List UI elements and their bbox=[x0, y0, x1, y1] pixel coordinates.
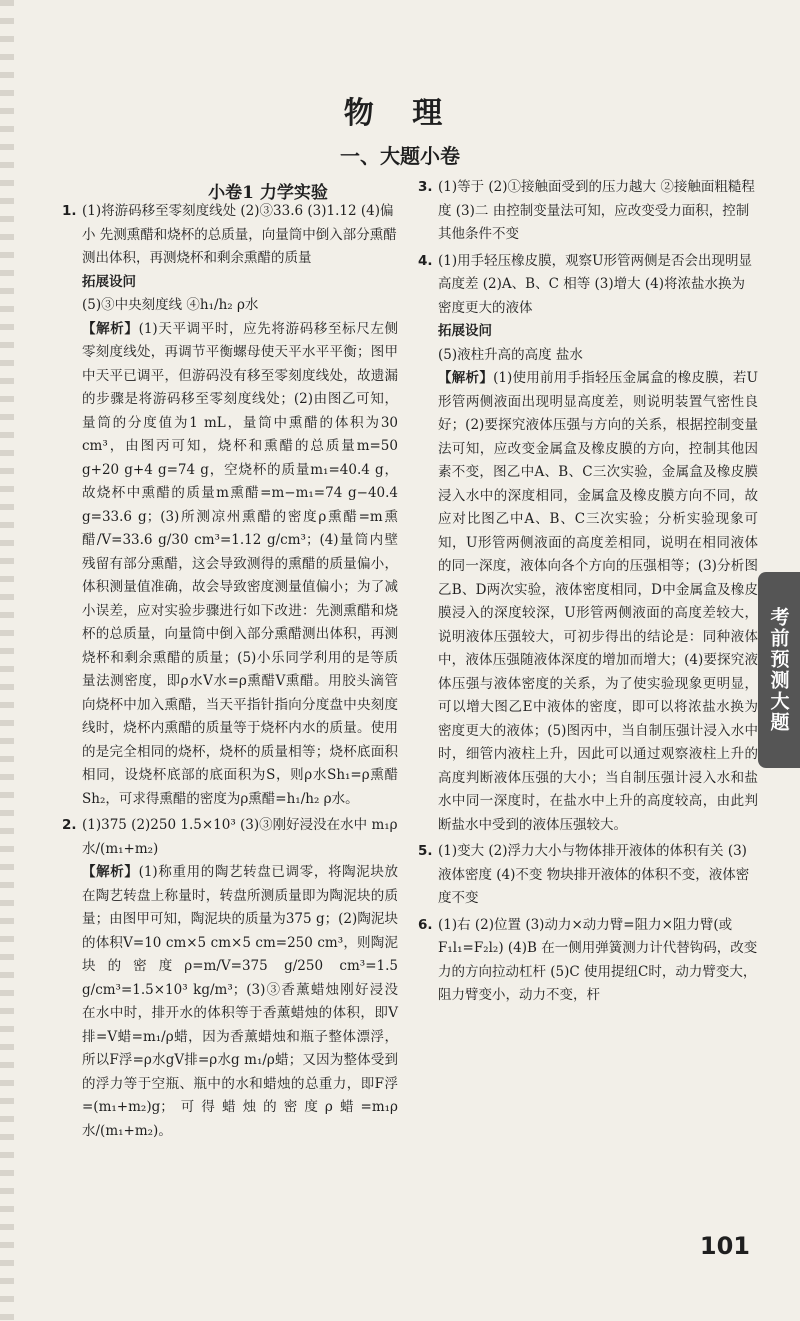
side-tab bbox=[758, 572, 800, 768]
subsection-title: 小卷1 力学实验 bbox=[208, 183, 328, 203]
extension-label: 拓展设问 bbox=[438, 323, 492, 339]
section-title: 一、大题小卷 bbox=[340, 144, 460, 168]
answer-text: (1)等于 (2)①接触面受到的压力越大 ②接触面粗糙程度 (3)二 由控制变量法可知，应改变受力面积，控制其他条件不变 bbox=[438, 179, 755, 242]
side-tab-label: 考前预测大题 bbox=[767, 607, 790, 733]
answer-text: (1)将游码移至零刻度线处 (2)③33.6 (3)1.12 (4)偏小 先测熏醋和烧杯的总质量，向量筒中倒入部分熏醋测出体积，再测烧杯和剩余熏醋的质量 bbox=[82, 203, 397, 266]
question-1 bbox=[62, 200, 398, 811]
analysis-label: 【解析】 bbox=[82, 864, 139, 880]
analysis-text: (1)称重用的陶艺转盘已调零，将陶泥块放在陶艺转盘上称量时，转盘所测质量即为陶泥块的质量；由图甲可知，陶泥块的质量为375 g；(2)陶泥块的体积V=10 cm×5 cm×5 cm=250 cm³，则陶泥块的密度ρ=m/V=375 g/250 cm³=1.5 g/cm³=1.5×10³ kg/m³；(3)③香薰蜡烛刚好浸没在水中时，排开水的体积等于香薰蜡烛的体积，即V排=V蜡=m₁/ρ蜡，因为香薰蜡烛和瓶子整体漂浮，所以F浮=ρ水gV排=ρ水g m₁/ρ蜡；又因为整体受到的浮力等于空瓶、瓶中的水和蜡烛的总重力，即F浮=(m₁+m₂)g；可得蜡烛的密度ρ蜡=m₁ρ水/(m₁+m₂)。 bbox=[82, 864, 399, 1139]
analysis-block bbox=[438, 367, 758, 837]
analysis-block bbox=[82, 318, 398, 812]
answer-text: (1)用手轻压橡皮膜，观察U形管两侧是否会出现明显高度差 (2)A、B、C 相等 (3)增大 (4)将浓盐水换为密度更大的液体 bbox=[438, 252, 752, 316]
answer-text: (1)变大 (2)浮力大小与物体排开液体的体积有关 (3)液体密度 (4)不变 物块排开液体的体积不变，液体密度不变 bbox=[438, 843, 750, 906]
question-number: 6. bbox=[418, 916, 433, 933]
answer-text: (1)375 (2)250 1.5×10³ (3)③刚好浸没在水中 m₁ρ水/(m₁+m₂) bbox=[82, 817, 398, 857]
question-number: 2. bbox=[62, 817, 77, 833]
left-column bbox=[62, 200, 398, 1146]
question-2 bbox=[62, 814, 398, 1143]
extension-text: (5)③中央刻度线 ④h₁/h₂ ρ水 bbox=[82, 297, 259, 313]
page-title: 物 理 bbox=[343, 96, 457, 131]
right-column bbox=[418, 176, 758, 1011]
extension-text: (5)液柱升高的高度 盐水 bbox=[438, 346, 583, 363]
question-3 bbox=[418, 176, 758, 247]
question-number: 5. bbox=[418, 843, 433, 859]
question-number: 1. bbox=[62, 203, 77, 219]
analysis-label: 【解析】 bbox=[438, 370, 494, 386]
question-5 bbox=[418, 840, 758, 911]
question-number: 4. bbox=[418, 252, 433, 269]
page-binding-edge bbox=[0, 0, 14, 1321]
question-6 bbox=[418, 914, 758, 1008]
question-number: 3. bbox=[418, 179, 433, 195]
answer-text: (1)右 (2)位置 (3)动力×动力臂=阻力×阻力臂(或F₁l₁=F₂l₂) (4)B 在一侧用弹簧测力计代替钩码，改变力的方向拉动杠杆 (5)C 使用提纽C时，动力臂变大，阻力臂变小，动力不变，杆 bbox=[438, 916, 758, 1003]
analysis-text: (1)使用前用手指轻压金属盒的橡皮膜，若U形管两侧液面出现明显高度差，则说明装置气密性良好；(2)要探究液体压强与方向的关系，根据控制变量法可知，应改变金属盒及橡皮膜的方向，控制其他因素不变，图乙中A、B、C三次实验，金属盒及橡皮膜浸入水中的深度相同，金属盒及橡皮膜方向不同，故应对比图乙中A、B、C三次实验；分析实验现象可知，U形管两侧液面的高度差相同，说明在相同液体的同一深度，液体向各个方向的压强相等；(3)分析图乙B、D两次实验，液体密度相同，D中金属盒及橡皮膜浸入的深度较深，U形管两侧液面的高度差较大，说明液体压强较大，可初步得出的结论是：同种液体中，液体压强随液体深度的增加而增大；(4)要探究液体压强与液体密度的关系，为了使实验现象更明显，可以增大图乙E中液体的密度，即可以将浓盐水换为密度更大的液体；(5)图丙中，当自制压强计浸入水中时，细管内液柱上升，因此可以通过观察液柱上升的高度判断液体压强的大小；当自制压强计浸入水和盐水中同一深度时，在盐水中上升的高度较高，由此判断盐水中受到的液体压强较大。 bbox=[438, 370, 759, 833]
extension-label: 拓展设问 bbox=[82, 273, 136, 290]
analysis-text: (1)天平调平时，应先将游码移至标尺左侧零刻度线处，再调节平衡螺母使天平水平平衡；图甲中天平已调平，但游码没有移至零刻度线处，故遗漏的步骤是将游码移至零刻度线处；(2)由图乙可知，量筒的分度值为1 mL，量筒中熏醋的体积为30 cm³，由图丙可知，烧杯和熏醋的总质量m=50 g+20 g+4 g=74 g，空烧杯的质量m₁=40.4 g，故烧杯中熏醋的质量m熏醋=m−m₁=74 g−40.4 g=33.6 g；(3)所测凉州熏醋的密度ρ熏醋=m熏醋/V=33.6 g/30 cm³=1.12 g/cm³；(4)量筒内壁残留有部分熏醋，这会导致测得的熏醋的质量偏小，体积测量值准确，故会导致密度测量值偏小；为了减小误差，应对实验步骤进行如下改进：先测熏醋和烧杯的总质量，向量筒中倒入部分熏醋测出体积，再测烧杯和剩余熏醋的质量；(5)小乐同学利用的是等质量法测密度，即ρ水V水=ρ熏醋V熏醋。用胶头滴管向烧杯中加入熏醋，当天平指针指向分度盘中央刻度线时，烧杯内熏醋的质量等于烧杯内水的质量。使用的是完全相同的烧杯，烧杯的质量相等；烧杯底面积相同，设烧杯底部的底面积为S，则ρ水Sh₁=ρ熏醋Sh₂，可求得熏醋的密度为ρ熏醋=h₁/h₂ ρ水。 bbox=[82, 320, 399, 807]
question-4 bbox=[418, 250, 758, 838]
page-number: 101 bbox=[699, 1232, 750, 1260]
analysis-block bbox=[82, 861, 398, 1143]
analysis-label: 【解析】 bbox=[82, 320, 139, 337]
